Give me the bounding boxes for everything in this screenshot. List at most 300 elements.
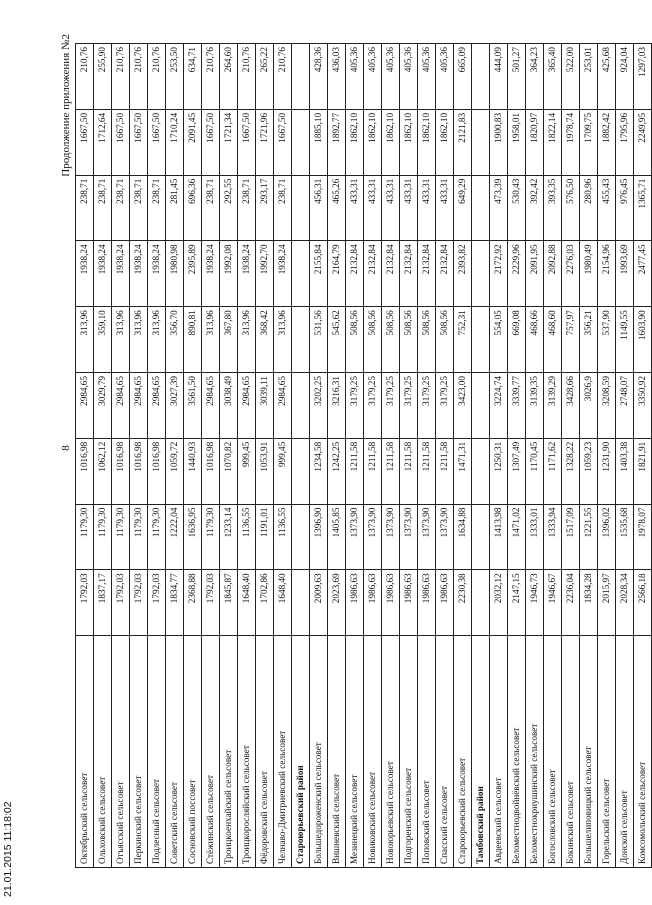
value-cell: 465,26 [328,175,346,241]
value-cell: 1792,03 [202,570,220,636]
value-cell: 238,71 [130,175,148,241]
table-row [274,44,292,868]
table-row [616,44,634,868]
value-cell: 1179,30 [112,504,130,570]
value-cell: 2748,07 [616,373,634,439]
value-cell: 468,60 [544,307,562,373]
value-cell: 522,00 [562,44,580,110]
value-cell: 2132,84 [364,241,382,307]
page-number: 8 [60,445,72,451]
value-cell: 1222,04 [166,504,184,570]
table-row [148,44,166,868]
value-cell: 1712,64 [94,109,112,175]
value-cell: 1980,98 [166,241,184,307]
value-cell: 508,56 [382,307,400,373]
value-cell: 313,96 [112,307,130,373]
value-cell: 2132,84 [418,241,436,307]
value-cell: 752,31 [454,307,472,373]
value-cell: 1667,50 [148,109,166,175]
value-cell: 3179,25 [346,373,364,439]
settlement-name: Троицкоросляйский сельсовет [238,636,256,868]
value-cell: 1862,10 [364,109,382,175]
value-cell: 393,35 [544,175,562,241]
value-cell: 2132,84 [346,241,364,307]
value-cell: 3039,11 [256,373,274,439]
value-cell: 1179,30 [94,504,112,570]
settlement-name: Челнаво-Дмитриевский сельсовет [274,636,292,868]
value-cell: 1792,03 [130,570,148,636]
value-cell: 1373,90 [382,504,400,570]
value-cell: 264,60 [220,44,238,110]
value-cell: 3216,31 [328,373,346,439]
value-cell: 405,36 [382,44,400,110]
value-cell: 1016,98 [112,438,130,504]
value-cell: 1792,03 [112,570,130,636]
value-cell: 2154,96 [598,241,616,307]
value-cell: 1721,34 [220,109,238,175]
value-cell: 280,96 [580,175,598,241]
value-cell: 3027,39 [166,373,184,439]
value-cell [292,241,310,307]
value-cell: 3208,59 [598,373,616,439]
value-cell: 2132,84 [382,241,400,307]
value-cell: 508,56 [400,307,418,373]
settlement-name: Сосновский поссовет [184,636,202,868]
value-cell: 649,29 [454,175,472,241]
settlement-name: Беломестнокриушинский сельсовет [526,636,544,868]
value-cell: 2091,95 [526,241,544,307]
value-cell: 238,71 [274,175,292,241]
table-row [256,44,274,868]
value-cell: 1845,87 [220,570,238,636]
value-cell: 2276,03 [562,241,580,307]
settlement-name: Староюрьевский сельсовет [454,636,472,868]
value-cell: 999,45 [238,438,256,504]
table-row [400,44,418,868]
value-cell: 1440,93 [184,438,202,504]
value-cell: 2092,88 [544,241,562,307]
value-cell: 1211,58 [418,438,436,504]
value-cell: 2230,38 [454,570,472,636]
value-cell: 501,27 [508,44,526,110]
value-cell: 2172,92 [490,241,508,307]
table-row [346,44,364,868]
value-cell: 3350,92 [634,373,652,439]
value-cell: 1365,71 [634,175,652,241]
value-cell: 924,04 [616,44,634,110]
value-cell: 3139,35 [526,373,544,439]
value-cell: 1938,24 [130,241,148,307]
value-cell: 455,43 [598,175,616,241]
value-cell: 364,23 [526,44,544,110]
value-cell: 2477,45 [634,241,652,307]
value-cell: 1179,30 [130,504,148,570]
value-cell: 238,71 [112,175,130,241]
value-cell: 3561,50 [184,373,202,439]
value-cell: 2984,65 [238,373,256,439]
value-cell [472,438,490,504]
value-cell: 3423,00 [454,373,472,439]
value-cell: 1396,02 [598,504,616,570]
settlement-name: Горельский сельсовет [598,636,616,868]
table-row [490,44,508,868]
value-cell: 1636,95 [184,504,202,570]
value-cell: 2984,65 [76,373,94,439]
value-cell: 669,08 [508,307,526,373]
value-cell: 405,36 [436,44,454,110]
value-cell: 1837,17 [94,570,112,636]
value-cell: 1986,63 [382,570,400,636]
settlement-name: Отъясский сельсовет [112,636,130,868]
value-cell: 1986,63 [346,570,364,636]
value-cell: 281,45 [166,175,184,241]
value-cell [292,44,310,110]
value-cell: 1938,24 [274,241,292,307]
value-cell: 1862,10 [400,109,418,175]
settlement-name: Большедороженский сельсовет [310,636,328,868]
value-cell: 1233,14 [220,504,238,570]
value-cell [292,373,310,439]
value-cell: 1373,90 [436,504,454,570]
settlement-name: Стёжинский сельсовет [202,636,220,868]
value-cell: 1373,90 [400,504,418,570]
value-cell: 1211,58 [436,438,454,504]
settlement-name: Богословский сельсовет [544,636,562,868]
value-cell: 367,80 [220,307,238,373]
value-cell: 238,71 [148,175,166,241]
value-cell: 757,97 [562,307,580,373]
settlement-name: Ольховский сельсовет [94,636,112,868]
table-row [562,44,580,868]
value-cell: 1471,31 [454,438,472,504]
value-cell: 696,36 [184,175,202,241]
value-cell: 1986,63 [364,570,382,636]
value-cell: 1862,10 [436,109,454,175]
value-cell: 1834,77 [166,570,184,636]
value-cell: 1373,90 [418,504,436,570]
value-cell: 292,55 [220,175,238,241]
value-cell: 2121,83 [454,109,472,175]
appendix-caption: Продолжение приложения №2 [60,34,72,177]
value-cell: 2566,18 [634,570,652,636]
value-cell: 1250,31 [490,438,508,504]
value-cell: 976,45 [616,175,634,241]
table-row [418,44,436,868]
value-cell: 368,42 [256,307,274,373]
value-cell: 2164,79 [328,241,346,307]
tariff-table [75,43,652,868]
value-cell: 1062,12 [94,438,112,504]
value-cell: 1986,63 [400,570,418,636]
value-cell: 1307,49 [508,438,526,504]
table-row [580,44,598,868]
value-cell: 1702,86 [256,570,274,636]
table-row [382,44,400,868]
value-cell [292,504,310,570]
value-cell: 255,90 [94,44,112,110]
value-cell: 356,70 [166,307,184,373]
value-cell: 1710,24 [166,109,184,175]
settlement-name: Новиковский сельсовет [364,636,382,868]
value-cell: 1986,63 [436,570,454,636]
value-cell: 425,68 [598,44,616,110]
value-cell: 2229,96 [508,241,526,307]
value-cell: 238,71 [238,175,256,241]
value-cell: 253,50 [166,44,184,110]
value-cell: 1667,50 [112,109,130,175]
value-cell: 2015,97 [598,570,616,636]
value-cell: 508,56 [364,307,382,373]
value-cell: 1946,73 [526,570,544,636]
value-cell [472,570,490,636]
value-cell: 3038,49 [220,373,238,439]
value-cell: 1171,62 [544,438,562,504]
value-cell: 1297,03 [634,44,652,110]
value-cell: 2023,69 [328,570,346,636]
value-cell: 1648,40 [238,570,256,636]
settlement-name: Троицкоенхайский сельсовет [220,636,238,868]
table-row [508,44,526,868]
value-cell: 1059,72 [166,438,184,504]
value-cell: 210,76 [274,44,292,110]
value-cell: 210,76 [76,44,94,110]
value-cell: 2393,82 [454,241,472,307]
value-cell [292,438,310,504]
value-cell: 2395,89 [184,241,202,307]
district-heading: Староюрьевский район [292,636,310,868]
value-cell: 1016,98 [148,438,166,504]
table-row [94,44,112,868]
value-cell: 1191,01 [256,504,274,570]
value-cell: 530,43 [508,175,526,241]
value-cell: 1405,85 [328,504,346,570]
value-cell: 1211,58 [364,438,382,504]
value-cell: 1820,97 [526,109,544,175]
value-cell: 2091,45 [184,109,202,175]
value-cell: 313,96 [274,307,292,373]
value-cell: 365,40 [544,44,562,110]
value-cell [472,504,490,570]
table-row [526,44,544,868]
value-cell: 1471,02 [508,504,526,570]
value-cell: 2984,65 [130,373,148,439]
value-cell: 3179,25 [364,373,382,439]
value-cell: 313,96 [202,307,220,373]
value-cell: 210,76 [202,44,220,110]
value-cell: 238,71 [202,175,220,241]
section-row [472,44,490,868]
value-cell: 2249,95 [634,109,652,175]
value-cell: 2032,12 [490,570,508,636]
settlement-name: Октябрьский сельсовет [76,636,94,868]
value-cell: 1938,24 [148,241,166,307]
print-timestamp: 21.01.2015 11:18:02 [2,801,14,897]
value-cell: 576,50 [562,175,580,241]
value-cell: 293,17 [256,175,274,241]
value-cell: 1938,24 [202,241,220,307]
value-cell: 405,36 [418,44,436,110]
value-cell: 1938,24 [76,241,94,307]
value-cell: 1231,90 [598,438,616,504]
value-cell: 238,71 [76,175,94,241]
value-cell: 1211,58 [400,438,418,504]
value-cell: 468,66 [526,307,544,373]
section-row [292,44,310,868]
value-cell: 1795,96 [616,109,634,175]
value-cell: 1938,24 [112,241,130,307]
value-cell: 1667,50 [238,109,256,175]
value-cell: 1221,55 [580,504,598,570]
value-cell: 1517,09 [562,504,580,570]
value-cell: 1792,03 [148,570,166,636]
value-cell: 433,31 [418,175,436,241]
value-cell: 1328,22 [562,438,580,504]
value-cell: 433,31 [382,175,400,241]
value-cell: 3179,25 [436,373,454,439]
value-cell: 210,76 [238,44,256,110]
value-cell: 1170,45 [526,438,544,504]
value-cell: 1070,82 [220,438,238,504]
settlement-name: Советский сельсовет [166,636,184,868]
settlement-name: Фёдоровский сельсовет [256,636,274,868]
table-row [364,44,382,868]
settlement-name: Мезинецкий сельсовет [346,636,364,868]
value-cell [472,241,490,307]
value-cell: 1667,50 [76,109,94,175]
table-row [436,44,454,868]
value-cell: 1136,55 [238,504,256,570]
table-row [76,44,94,868]
value-cell: 1242,25 [328,438,346,504]
value-cell: 1986,63 [418,570,436,636]
value-cell: 1862,10 [382,109,400,175]
value-cell: 210,76 [112,44,130,110]
value-cell: 2155,84 [310,241,328,307]
value-cell: 392,42 [526,175,544,241]
value-cell: 1938,24 [94,241,112,307]
settlement-name: Спасский сельсовет [436,636,454,868]
value-cell: 1634,88 [454,504,472,570]
value-cell: 356,21 [580,307,598,373]
value-cell: 210,76 [130,44,148,110]
value-cell: 1667,50 [130,109,148,175]
value-cell: 1667,50 [202,109,220,175]
value-cell: 2028,34 [616,570,634,636]
value-cell: 313,96 [76,307,94,373]
value-cell: 1373,90 [364,504,382,570]
value-cell: 3179,25 [418,373,436,439]
value-cell: 428,36 [310,44,328,110]
settlement-name: Донской сельсовет [616,636,634,868]
settlement-name: Комсомольский сельсовет [634,636,652,868]
value-cell: 508,56 [346,307,364,373]
value-cell: 265,22 [256,44,274,110]
settlement-name: Большелиповицкий сельсовет [580,636,598,868]
value-cell [292,570,310,636]
value-cell [472,373,490,439]
value-cell: 1946,67 [544,570,562,636]
value-cell: 508,56 [436,307,454,373]
value-cell: 1403,38 [616,438,634,504]
district-heading: Тамбовский район [472,636,490,868]
value-cell: 2132,84 [436,241,454,307]
value-cell: 2984,65 [274,373,292,439]
table-row [112,44,130,868]
value-cell: 1992,70 [256,241,274,307]
value-cell: 1862,10 [418,109,436,175]
value-cell: 1603,90 [634,307,652,373]
value-cell: 3179,25 [382,373,400,439]
value-cell: 253,01 [580,44,598,110]
value-cell: 433,31 [346,175,364,241]
settlement-name: Подгоренский сельсовет [400,636,418,868]
value-cell: 1862,10 [346,109,364,175]
value-cell: 1211,58 [346,438,364,504]
value-cell: 3224,74 [490,373,508,439]
table-row [454,44,472,868]
table-row [130,44,148,868]
settlement-name: Перкинский сельсовет [130,636,148,868]
value-cell: 1016,98 [202,438,220,504]
value-cell: 2009,63 [310,570,328,636]
value-cell: 1648,40 [274,570,292,636]
value-cell: 3139,29 [544,373,562,439]
value-cell: 1179,30 [76,504,94,570]
value-cell: 473,39 [490,175,508,241]
settlement-name: Поповский сельсовет [418,636,436,868]
value-cell: 1709,75 [580,109,598,175]
settlement-name: Бокинский сельсовет [562,636,580,868]
value-cell: 634,71 [184,44,202,110]
table-row [166,44,184,868]
value-cell: 1667,50 [274,109,292,175]
value-cell: 531,56 [310,307,328,373]
value-cell: 3029,79 [94,373,112,439]
table-row [220,44,238,868]
value-cell: 1821,91 [634,438,652,504]
value-cell: 1721,96 [256,109,274,175]
value-cell: 313,96 [148,307,166,373]
value-cell: 537,90 [598,307,616,373]
value-cell: 1892,77 [328,109,346,175]
value-cell [472,307,490,373]
value-cell [472,44,490,110]
value-cell: 405,36 [346,44,364,110]
value-cell: 1900,83 [490,109,508,175]
value-cell: 1016,98 [130,438,148,504]
table-row [310,44,328,868]
value-cell: 210,76 [148,44,166,110]
value-cell: 444,09 [490,44,508,110]
value-cell: 1978,07 [634,504,652,570]
table-row [184,44,202,868]
value-cell [472,175,490,241]
value-cell: 2984,65 [148,373,166,439]
value-cell: 2236,04 [562,570,580,636]
settlement-name: Авдеевский сельсовет [490,636,508,868]
value-cell: 436,03 [328,44,346,110]
value-cell [292,175,310,241]
value-cell: 3339,77 [508,373,526,439]
settlement-name: Новоюрьевский сельсовет [382,636,400,868]
settlement-name: Беломестнодвойнёвский сельсовет [508,636,526,868]
value-cell: 2132,84 [400,241,418,307]
value-cell: 545,62 [328,307,346,373]
value-cell: 2984,65 [112,373,130,439]
value-cell: 1958,01 [508,109,526,175]
value-cell: 1978,74 [562,109,580,175]
value-cell: 3026,9 [580,373,598,439]
